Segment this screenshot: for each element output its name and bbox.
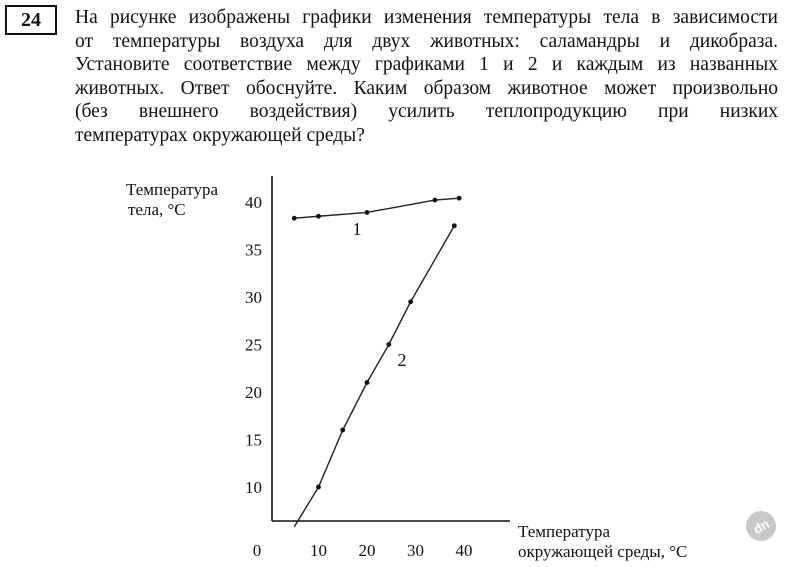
x-tick-label: 0 — [252, 541, 262, 560]
data-point — [457, 196, 462, 201]
data-point — [316, 214, 321, 219]
y-tick-label: 35 — [245, 240, 262, 260]
question-line: На рисунке изображены графики изменения температуры тела в зависимости — [75, 7, 778, 28]
data-point — [452, 223, 457, 228]
chart-axes — [272, 176, 510, 521]
question-line: (без внешнего воздействия) усилить теплопродукцию при низких — [75, 101, 778, 122]
x-tick-label: 10 — [310, 541, 327, 560]
y-tick-label: 25 — [245, 335, 262, 355]
data-point — [433, 198, 438, 203]
y-tick-label: 40 — [245, 193, 262, 212]
x-tick-label: 30 — [407, 541, 424, 560]
data-point — [365, 210, 370, 215]
data-point — [340, 428, 345, 433]
data-point — [316, 485, 321, 490]
question-line: Установите соответствие между графиками 1 и 2 и каждым из названных — [75, 54, 778, 75]
series-label-2: 2 — [397, 350, 407, 370]
x-tick-label: 40 — [455, 541, 473, 560]
question-number: 24 — [5, 5, 57, 35]
y-axis-label-line: тела, °C — [128, 200, 186, 219]
y-tick-labels — [245, 193, 262, 497]
y-tick-label: 15 — [245, 430, 262, 450]
question-line: температурах окружающей среды? — [75, 124, 365, 146]
question-line: от температуры воздуха для двух животных: саламандры и дикобраза. — [75, 30, 778, 52]
data-point — [292, 216, 297, 221]
y-axis-label-line: Температура — [126, 180, 219, 199]
watermark-logo: dn — [741, 506, 782, 547]
y-tick-label: 30 — [245, 288, 262, 307]
data-point — [408, 299, 413, 304]
x-tick-labels — [253, 541, 473, 560]
y-axis-label — [126, 180, 218, 219]
x-axis-label-line: Температура — [518, 522, 611, 541]
x-axis-label-line: окружающей среды, °C — [518, 542, 688, 561]
x-axis-label — [518, 522, 687, 561]
data-point — [386, 342, 391, 347]
x-tick-label: 20 — [358, 541, 376, 560]
question-line: животных. Ответ обоснуйте. Каким образом животное может произвольно — [75, 77, 778, 99]
chart-series — [292, 196, 462, 527]
series-label-1: 1 — [352, 219, 362, 239]
y-tick-label: 20 — [245, 383, 262, 402]
series-line-2 — [294, 226, 454, 527]
data-point — [365, 380, 370, 385]
y-tick-label: 10 — [245, 478, 262, 497]
